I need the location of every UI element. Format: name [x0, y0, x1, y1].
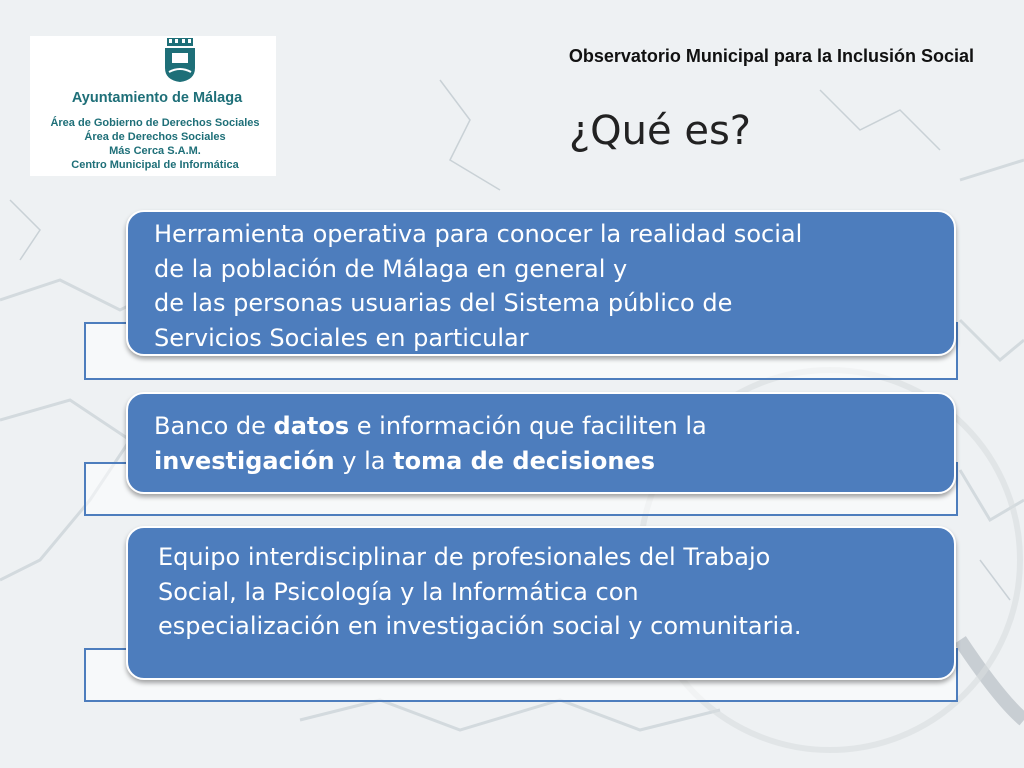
card-3-line: Social, la Psicología y la Informática con: [158, 577, 639, 606]
card-1-text: [154, 217, 934, 355]
card-2-emphasis-datos: datos: [273, 412, 350, 440]
card-1-line: Servicios Sociales en particular: [154, 323, 529, 352]
logo-block: [30, 36, 276, 176]
malaga-crest-icon: [163, 38, 197, 82]
card-2-text-segment: Banco de: [154, 412, 274, 440]
card-1-line: Herramienta operativa para conocer la realidad social: [154, 220, 803, 248]
department-line: Centro Municipal de Informática: [71, 159, 239, 171]
department-line: Área de Derechos Sociales: [84, 131, 226, 143]
page-title: ¿Qué es?: [568, 108, 752, 154]
organization-name: Ayuntamiento de Málaga: [71, 90, 243, 106]
card-3-line: especialización en investigación social y comunitaria.: [158, 612, 802, 640]
organization-departments: [30, 116, 276, 172]
card-2-text-segment: y la: [334, 446, 394, 475]
card-2-line-1: [154, 409, 934, 444]
info-card-3: [126, 526, 956, 680]
department-line: Más Cerca S.A.M.: [109, 145, 201, 157]
card-1-line: de las personas usuarias del Sistema público de: [154, 289, 733, 317]
card-2-emphasis-investigacion: investigación: [154, 446, 335, 475]
card-3-text: [158, 540, 934, 644]
card-1-line: de la población de Málaga en general y: [154, 254, 628, 283]
department-line: Área de Gobierno de Derechos Sociales: [50, 117, 260, 129]
info-card-1: [126, 210, 956, 356]
card-2-emphasis-toma-decisiones: toma de decisiones: [393, 446, 655, 475]
header-title: Observatorio Municipal para la Inclusión Social: [568, 46, 974, 66]
card-2-text-segment: e información que faciliten la: [349, 412, 707, 440]
info-card-2: [126, 392, 956, 494]
card-2-text: [154, 409, 934, 478]
card-2-line-2: [154, 444, 934, 479]
card-3-line: Equipo interdisciplinar de profesionales del Trabajo: [158, 543, 771, 571]
